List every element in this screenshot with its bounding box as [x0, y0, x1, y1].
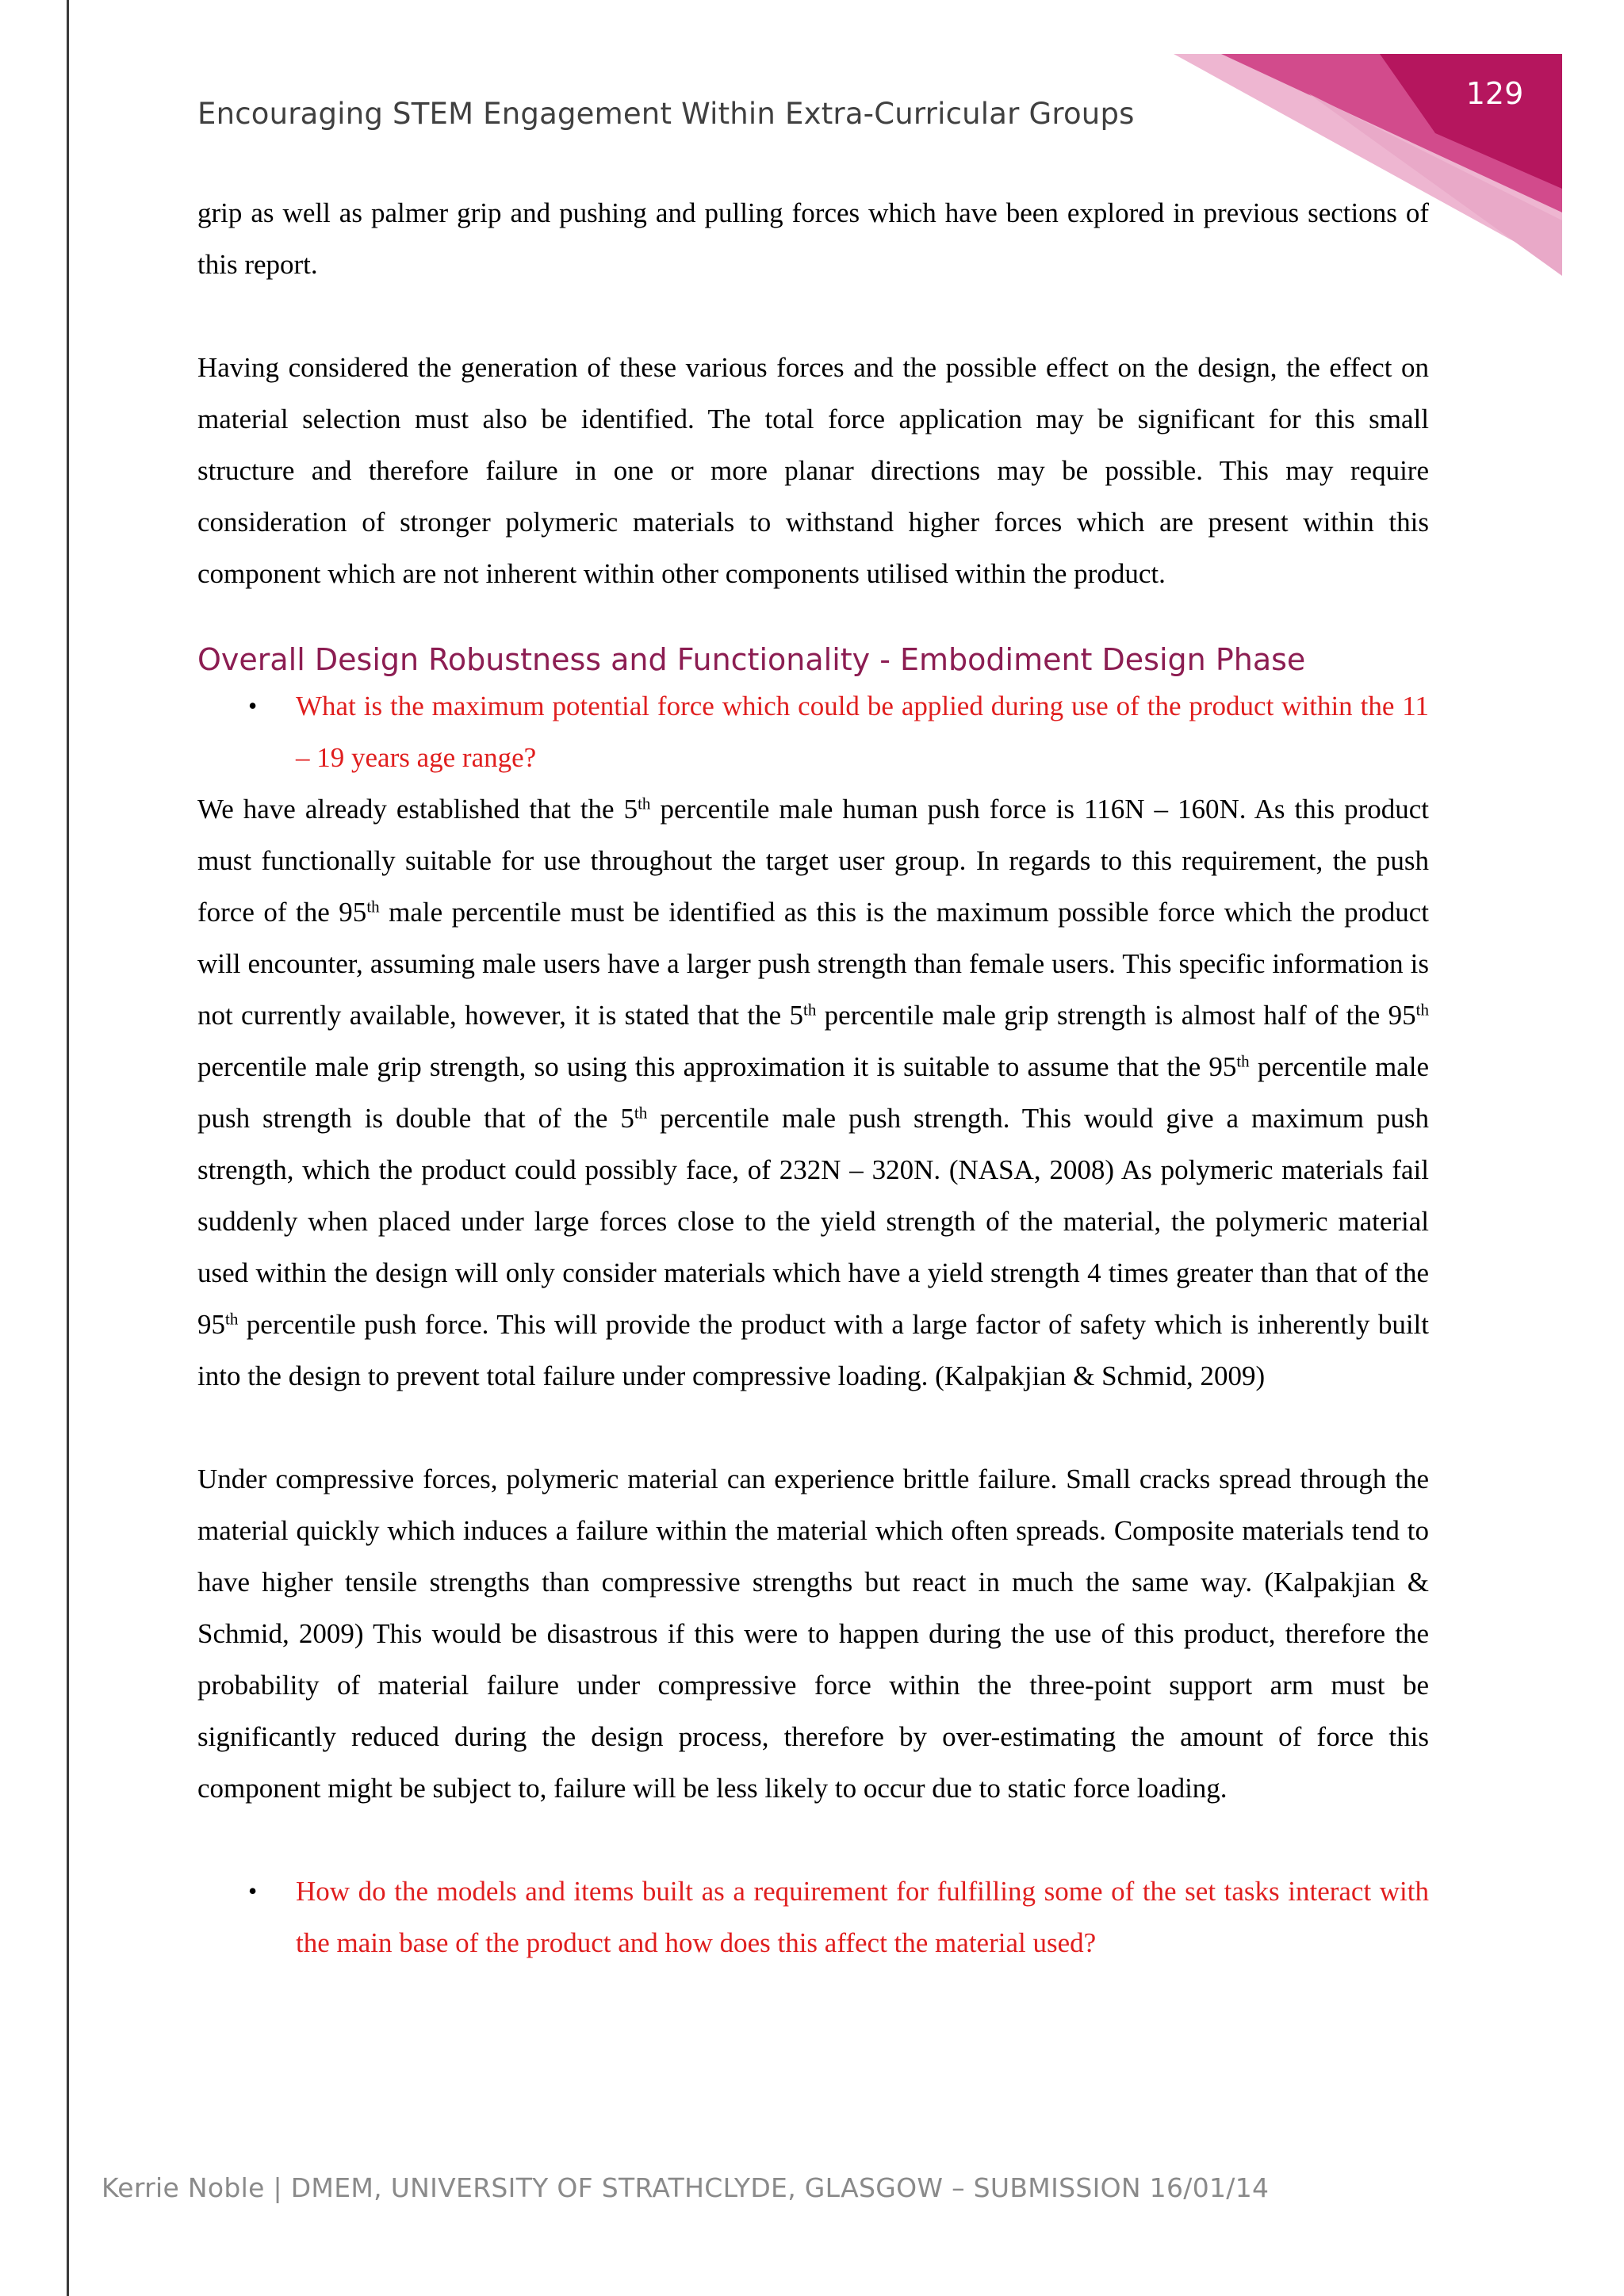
paragraph-push-force: We have already established that the 5th percentile male human push force is 116N – 160N. As this product must functionally suitable for use throughout the target user group. In regards to this requirement, the push force of the 95th male percentile must be identified as this is the maximum possible force which the product will encounter, assuming male users have a larger push strength than female users. This specific information is not currently available, however, it is stated that the 5th percentile male grip strength is almost half of the 95th percentile male grip strength, so using this approximation it is suitable to assume that the 95th percentile male push strength is double that of the 5th percentile male push strength. This would give a maximum push strength, which the product could possibly face, of 232N – 320N. (NASA, 2008) As polymeric materials fail suddenly when placed under large forces close to the yield strength of the material, the polymeric material used within the design will only consider materials which have a yield strength 4 times greater than that of the 95th percentile push force. This will provide the product with a large factor of safety which is inherently built into the design to prevent total failure under compressive loading. (Kalpakjian & Schmid, 2009) [197, 794, 1430, 1391]
section-heading: Overall Design Robustness and Functionality - Embodiment Design Phase [197, 642, 1306, 677]
running-header-title: Encouraging STEM Engagement Within Extra-Curricular Groups [197, 97, 1135, 131]
question-models-interaction-text: How do the models and items built as a requirement for fulfilling some of the set tasks interact with the main base of the product and how does this affect the material used? [296, 1876, 1429, 1958]
page-content [197, 187, 1429, 1969]
paragraph-intro-continuation: grip as well as palmer grip and pushing and pulling forces which have been explored in previous sections of this report. [197, 197, 1429, 280]
bullet-icon: • [248, 1877, 258, 1905]
page-left-rule [67, 0, 69, 2296]
question-models-interaction [197, 1866, 1429, 1969]
paragraph-compressive-failure: Under compressive forces, polymeric material can experience brittle failure. Small cracks spread through the material quickly which induces a failure within the material which often spreads. Composite materials tend to have higher tensile strengths than compressive strengths but react in much the same way. (Kalpakjian & Schmid, 2009) This would be disastrous if this were to happen during the use of this product, therefore the probability of material failure under compressive force within the three-point support arm must be significantly reduced during the design process, therefore by over-estimating the amount of force this component might be subject to, failure will be less likely to occur due to static force loading. [197, 1464, 1429, 1804]
question-max-force-text: What is the maximum potential force which could be applied during use of the product within the 11 – 19 years age range? [296, 691, 1429, 773]
page-number: 129 [1465, 76, 1524, 111]
question-max-force [197, 680, 1429, 783]
page-footer: Kerrie Noble | DMEM, UNIVERSITY OF STRATHCLYDE, GLASGOW – SUBMISSION 16/01/14 [102, 2172, 1270, 2203]
paragraph-material-selection: Having considered the generation of these various forces and the possible effect on the design, the effect on material selection must also be identified. The total force application may be significant for this small structure and therefore failure in one or more planar directions may be possible. This may require consideration of stronger polymeric materials to withstand higher forces which are present within this component which are not inherent within other components utilised within the product. [197, 352, 1429, 589]
bullet-icon: • [248, 691, 258, 720]
